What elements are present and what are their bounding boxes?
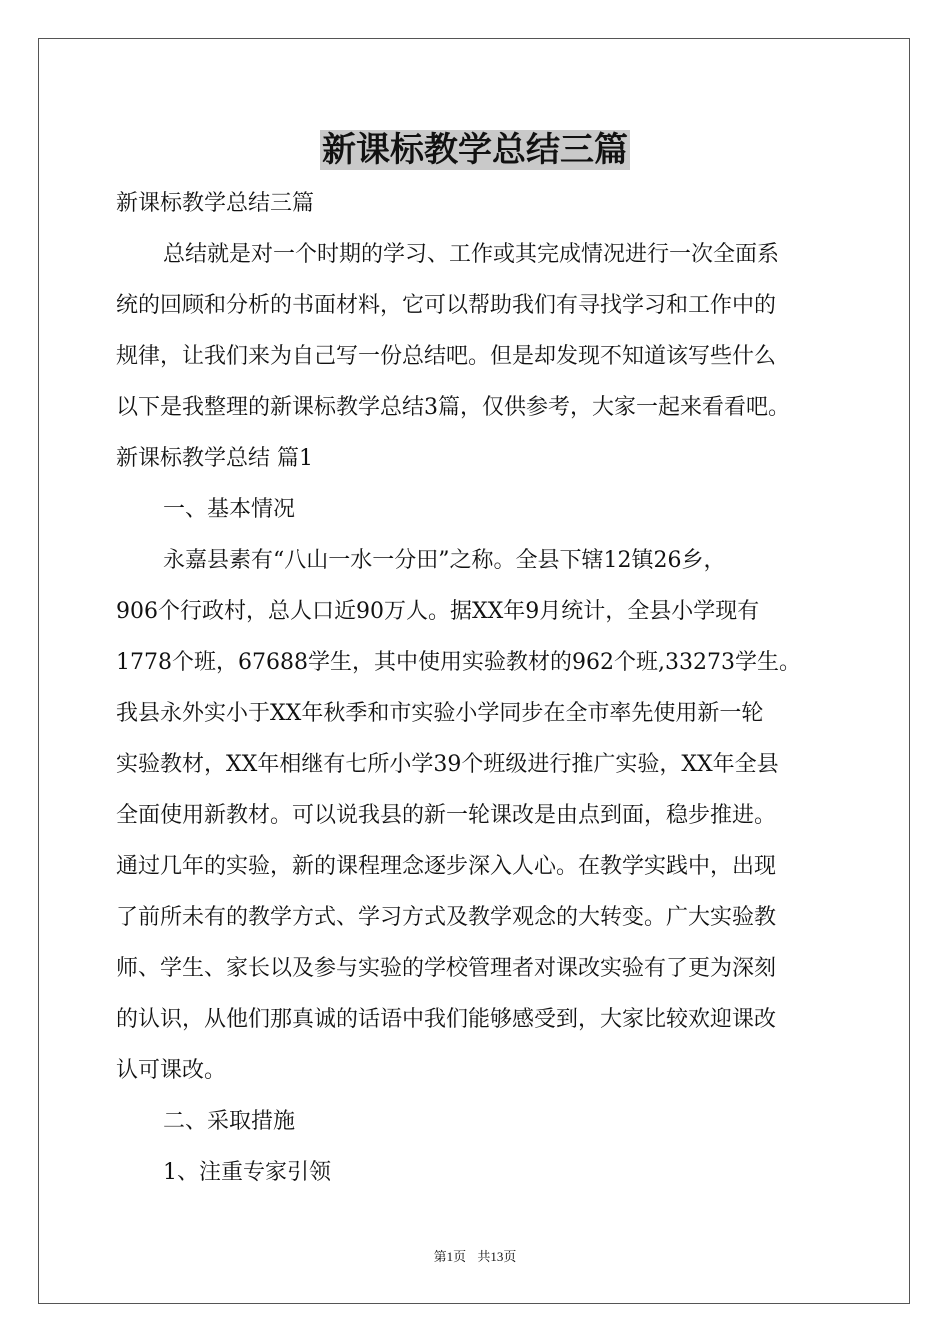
heading-expert-guidance: 1、注重专家引领 (163, 1160, 331, 1185)
para-line-8: 了前所未有的教学方式、学习方式及教学观念的大转变。广大实验教 (116, 905, 777, 930)
page-number: 第1页 (433, 1249, 467, 1264)
intro-line-4: 以下是我整理的新课标教学总结3篇，仅供参考，大家一起来看看吧。 (116, 395, 790, 420)
document-body (116, 178, 836, 1198)
page-total: 共13页 (477, 1249, 517, 1264)
page-footer (0, 1246, 950, 1265)
intro-line-2: 统的回顾和分析的书面材料，它可以帮助我们有寻找学习和工作中的 (116, 293, 777, 318)
para-line-4: 我县永外实小于XX年秋季和市实验小学同步在全市率先使用新一轮 (116, 701, 764, 726)
section-heading: 新课标教学总结 篇1 (116, 446, 313, 471)
para-line-3: 1778个班，67688学生，其中使用实验教材的962个班,33273学生。 (116, 650, 801, 675)
subtitle: 新课标教学总结三篇 (116, 191, 315, 216)
para-line-5: 实验教材，XX年相继有七所小学39个班级进行推广实验，XX年全县 (116, 752, 779, 777)
para-line-6: 全面使用新教材。可以说我县的新一轮课改是由点到面，稳步推进。 (116, 803, 777, 828)
para-line-10: 的认识，从他们那真诚的话语中我们能够感受到，大家比较欢迎课改 (116, 1007, 777, 1032)
intro-line-1: 总结就是对一个时期的学习、工作或其完成情况进行一次全面系 (163, 242, 780, 267)
para-line-1: 永嘉县素有“八山一水一分田”之称。全县下辖12镇26乡， (163, 548, 726, 573)
heading-basic-situation: 一、基本情况 (163, 497, 296, 522)
para-line-9: 师、学生、家长以及参与实验的学校管理者对课改实验有了更为深刻 (116, 956, 777, 981)
para-line-11: 认可课改。 (116, 1058, 227, 1083)
intro-line-3: 规律，让我们来为自己写一份总结吧。但是却发现不知道该写些什么 (116, 344, 777, 369)
para-line-2: 906个行政村，总人口近90万人。据XX年9月统计，全县小学现有 (116, 599, 760, 624)
document-title-text: 新课标教学总结三篇 (322, 130, 628, 170)
para-line-7: 通过几年的实验，新的课程理念逐步深入人心。在教学实践中，出现 (116, 854, 777, 879)
heading-measures: 二、采取措施 (163, 1109, 296, 1134)
document-title (0, 128, 950, 172)
